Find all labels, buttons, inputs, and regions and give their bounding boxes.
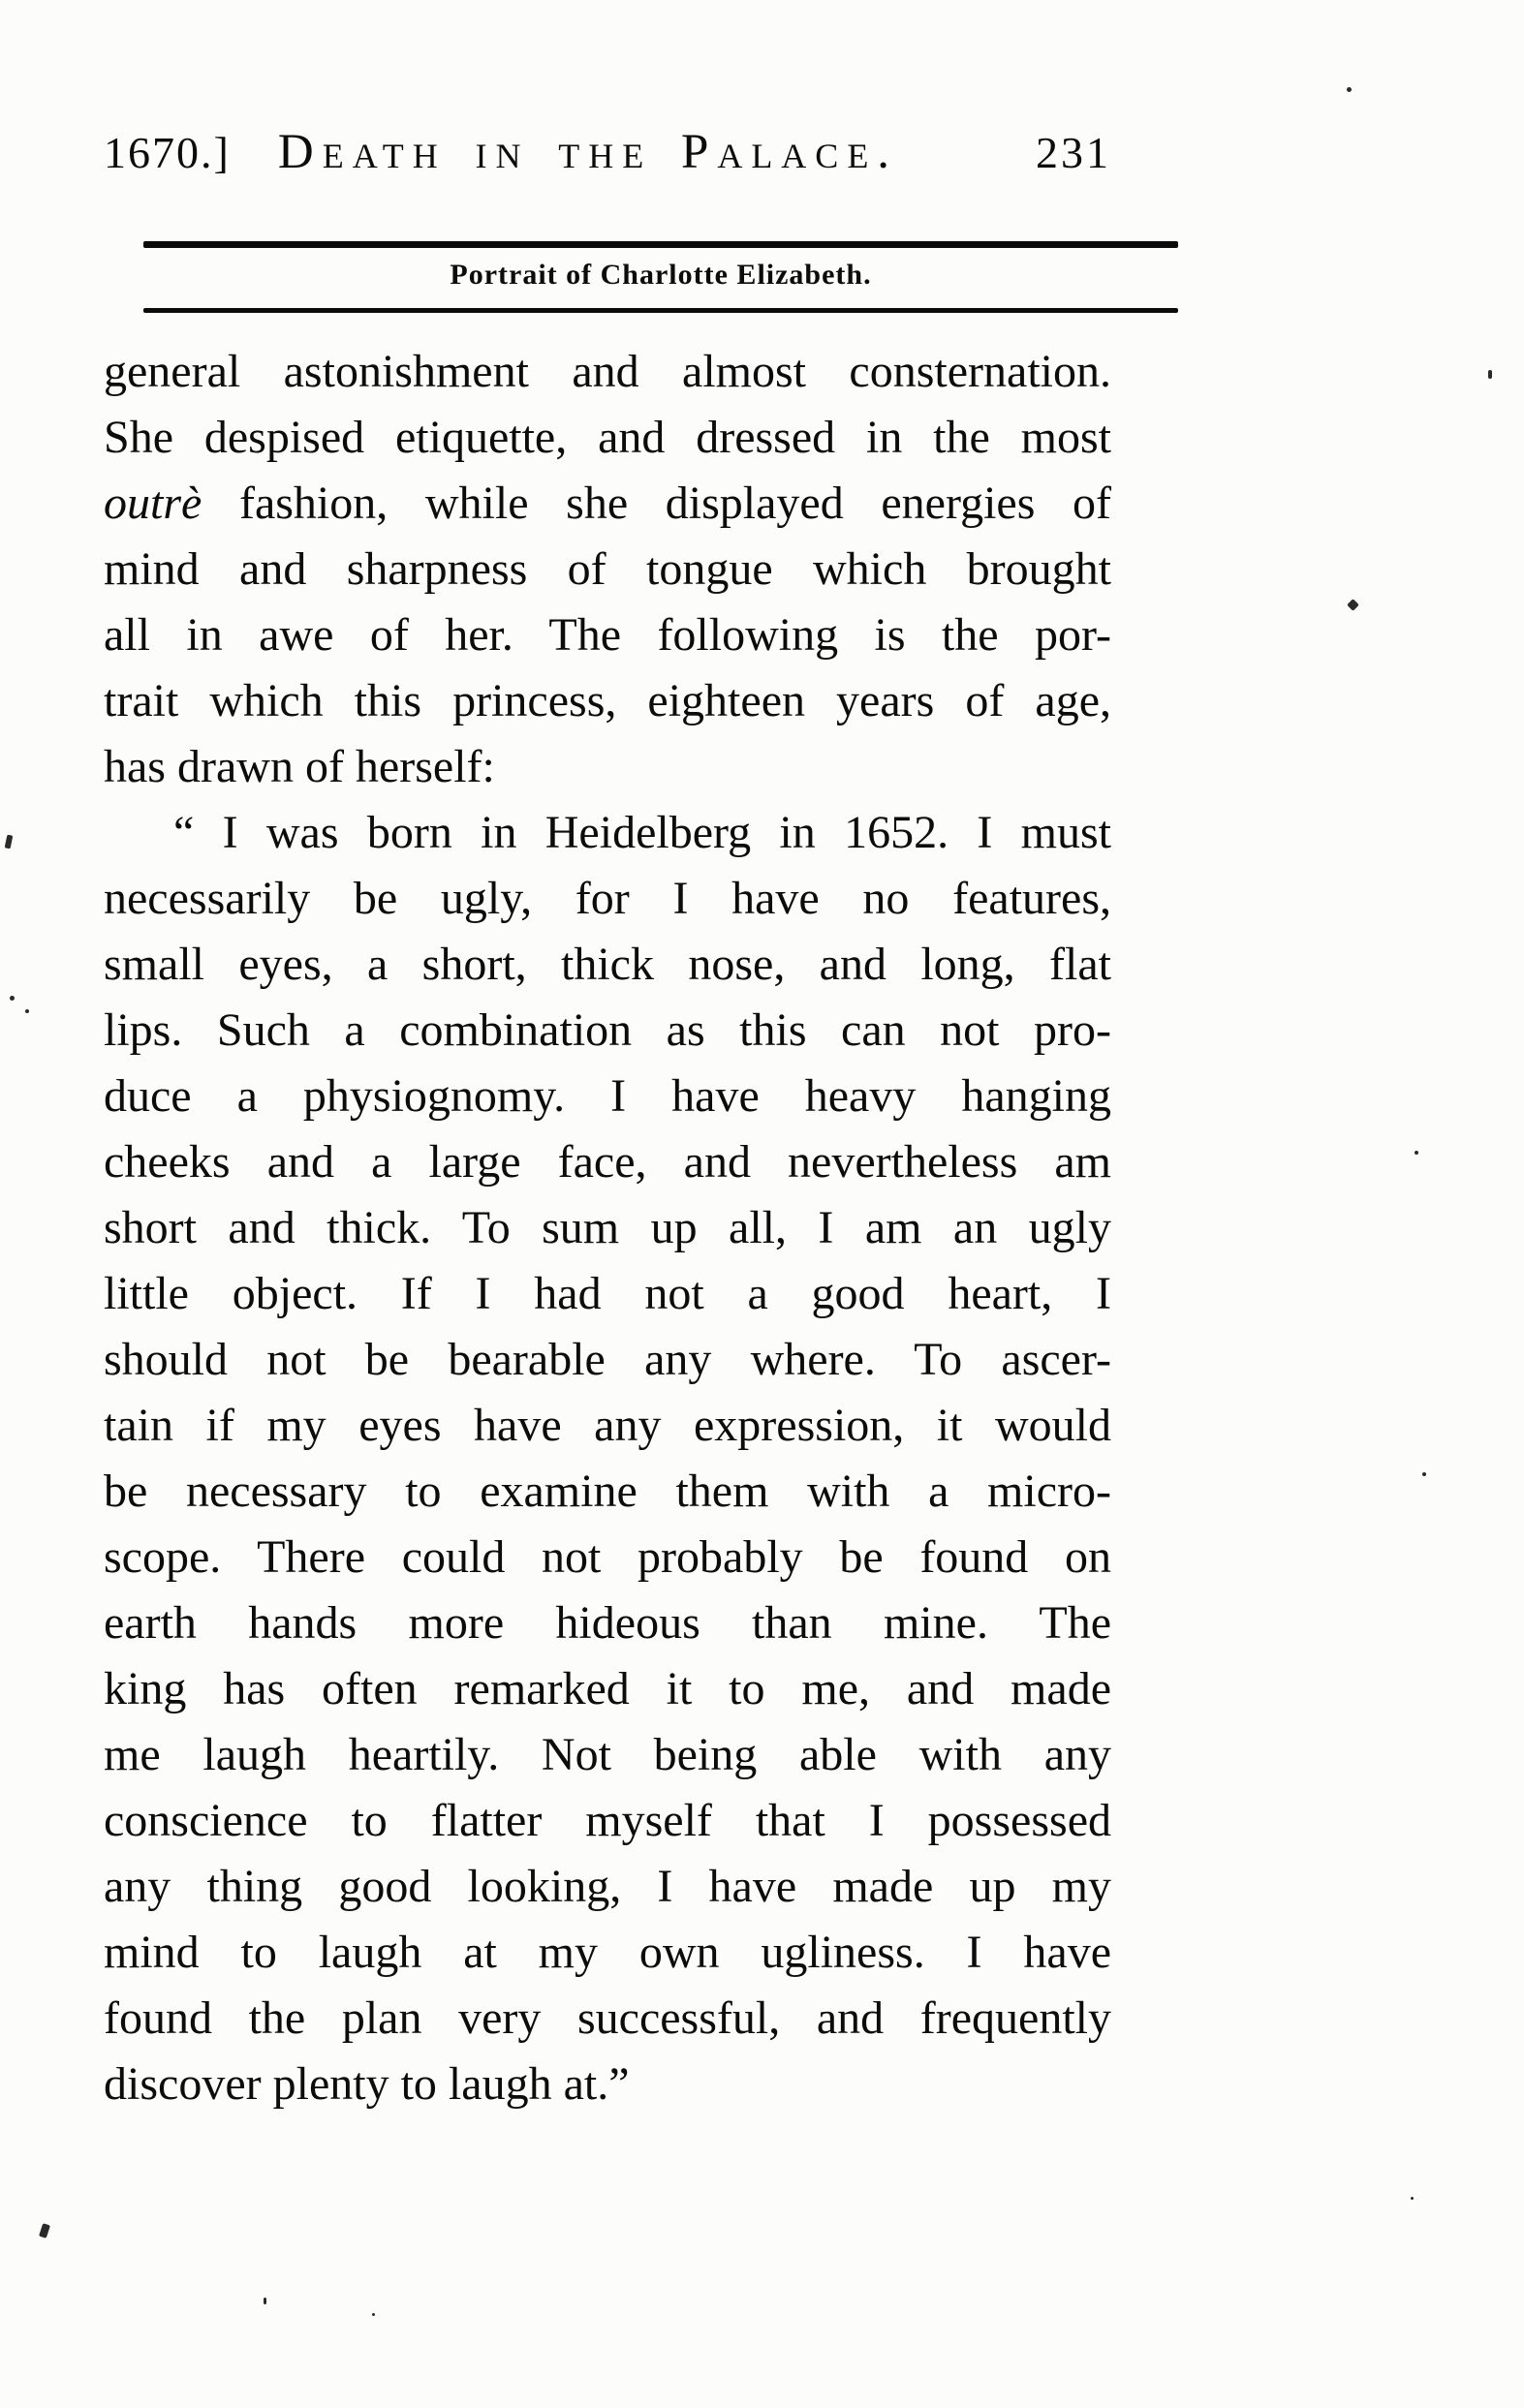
scan-speck <box>39 2223 50 2238</box>
text-line: conscience to flatter myself that I possessed <box>104 1795 1111 1846</box>
scan-speck <box>1347 599 1359 611</box>
scan-speck <box>1488 370 1492 379</box>
scan-speck <box>1415 1151 1418 1155</box>
page-header <box>104 124 1111 180</box>
text-line: scope. There could not probably be found on <box>104 1531 1111 1583</box>
scan-speck <box>264 2298 266 2304</box>
text-line: general astonishment and almost consternation. <box>104 346 1111 397</box>
text-line: any thing good looking, I have made up my <box>104 1861 1111 1912</box>
text-line: necessarily be ugly, for I have no features, <box>104 873 1111 924</box>
text-line: has drawn of herself: <box>104 741 495 792</box>
text-line: discover plenty to laugh at.” <box>104 2058 630 2110</box>
header-rule-bottom <box>143 308 1178 313</box>
text-line: She despised etiquette, and dressed in the most <box>104 412 1111 463</box>
text-line: mind and sharpness of tongue which brought <box>104 543 1111 595</box>
text-line: king has often remarked it to me, and made <box>104 1663 1111 1714</box>
text-line: me laugh heartily. Not being able with any <box>104 1729 1111 1780</box>
year-marker: 1670.] <box>104 128 231 177</box>
text-line: lips. Such a combination as this can not pro- <box>104 1004 1111 1056</box>
scan-speck <box>1422 1472 1426 1476</box>
scan-speck <box>25 1009 29 1013</box>
text-line: cheeks and a large face, and nevertheless am <box>104 1136 1111 1188</box>
text-line: earth hands more hideous than mine. The <box>104 1597 1111 1649</box>
section-subheading: Portrait of Charlotte Elizabeth. <box>450 259 872 291</box>
scan-speck <box>1347 87 1352 92</box>
body-text <box>104 339 1111 2117</box>
text-line: all in awe of her. The following is the por- <box>104 609 1111 661</box>
scan-speck <box>5 835 14 849</box>
text-line: little object. If I had not a good heart, I <box>104 1268 1111 1319</box>
text-line: found the plan very successful, and frequently <box>104 1992 1111 2044</box>
text-line: tain if my eyes have any expression, it would <box>104 1400 1111 1451</box>
page-title: Death in the Palace. <box>277 125 899 179</box>
text-line: small eyes, a short, thick nose, and long, flat <box>104 939 1111 990</box>
text-line: “ I was born in Heidelberg in 1652. I must <box>173 807 1111 858</box>
page-number: 231 <box>1036 128 1111 177</box>
text-line: mind to laugh at my own ugliness. I have <box>104 1927 1111 1978</box>
scan-speck <box>372 2313 375 2316</box>
text-line: duce a physiognomy. I have heavy hanging <box>104 1070 1111 1122</box>
scan-speck <box>1411 2197 1414 2200</box>
text-line: trait which this princess, eighteen years of age, <box>104 675 1111 726</box>
text-line: should not be bearable any where. To ascer- <box>104 1334 1111 1385</box>
scan-speck <box>10 996 15 1001</box>
text-line: be necessary to examine them with a micro- <box>104 1466 1111 1517</box>
text-line: short and thick. To sum up all, I am an ugly <box>104 1202 1111 1253</box>
text-line: outrè fashion, while she displayed energies of <box>104 478 1111 529</box>
